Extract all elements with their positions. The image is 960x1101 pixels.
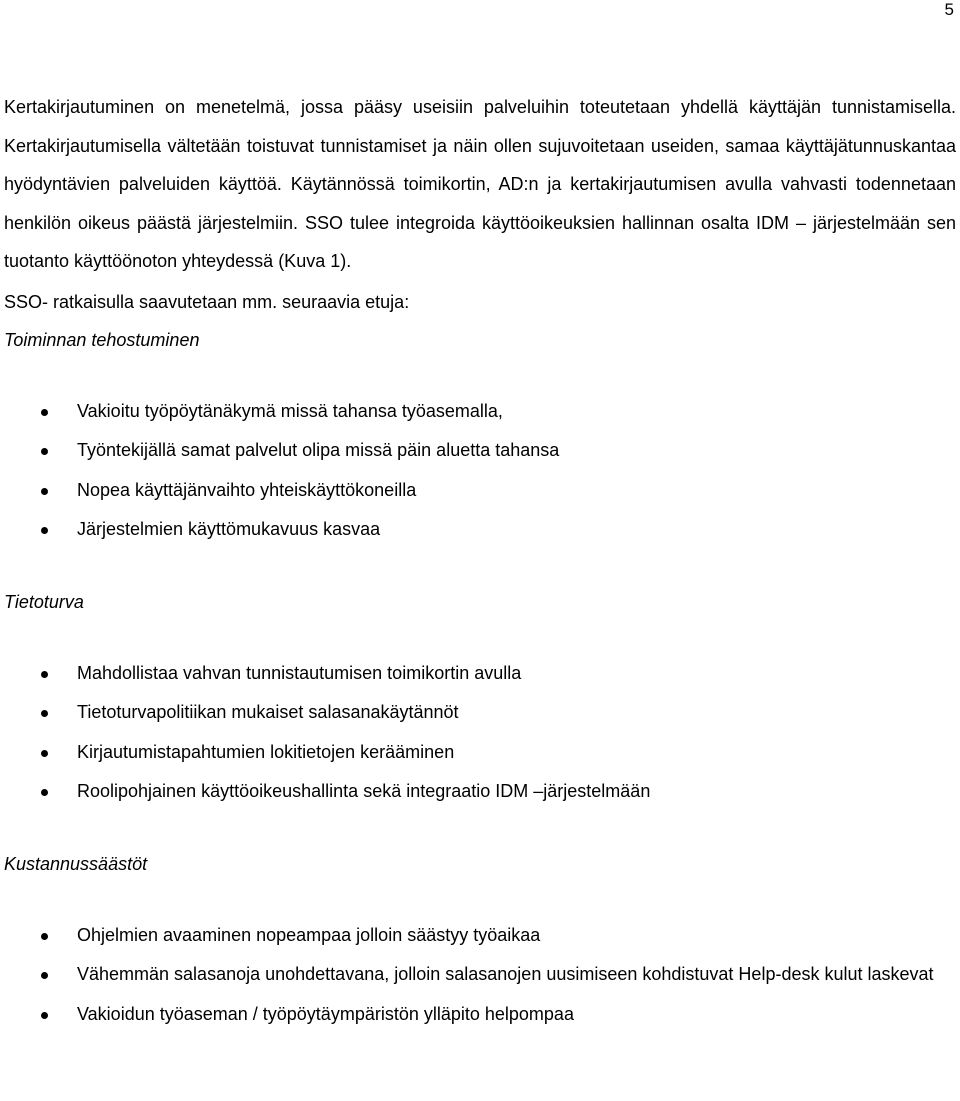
- list-item: [4, 693, 956, 733]
- bullet-icon: [41, 710, 48, 717]
- bullet-icon: [41, 1012, 48, 1019]
- list-item: [4, 392, 956, 432]
- list-item: [4, 995, 956, 1035]
- bullet-icon: [41, 750, 48, 757]
- section-heading-efficiency: Toiminnan tehostuminen: [4, 329, 200, 350]
- list-item-text: Vakioidun työaseman / työpöytäympäristön ylläpito helpompaa: [77, 1003, 574, 1024]
- list-item: [4, 955, 956, 995]
- list-item-text: Vakioitu työpöytänäkymä missä tahansa työasemalla,: [77, 400, 503, 421]
- bullet-icon: [41, 488, 48, 495]
- body-paragraph: Kertakirjautuminen on menetelmä, jossa pääsy useisiin palveluihin toteutetaan yhdellä käyttäjän tunnistamisella. Kertakirjautumisella vältetään toistuvat tunnistamiset ja näin ollen sujuvoitetaan useiden, samaa käyttäjätunnuskantaa hyödyntävien palveluiden käyttöä. Käytännössä toimikortin, AD:n ja kertakirjautumisen avulla vahvasti todennetaan henkilön oikeus päästä järjestelmiin. SSO tulee integroida käyttöoikeuksien hallinnan osalta IDM – järjestelmään sen tuotanto käyttöönoton yhteydessä (Kuva 1).: [4, 97, 956, 271]
- benefits-intro: SSO- ratkaisulla saavutetaan mm. seuraavia etuja:: [4, 291, 410, 312]
- efficiency-list: [4, 392, 956, 550]
- section-heading-security: Tietoturva: [4, 591, 84, 612]
- bullet-icon: [41, 789, 48, 796]
- document-body: [4, 88, 956, 1034]
- list-item: [4, 431, 956, 471]
- list-item-text: Työntekijällä samat palvelut olipa missä päin aluetta tahansa: [77, 440, 560, 460]
- list-item: [4, 772, 956, 812]
- list-item-text: Nopea käyttäjänvaihto yhteiskäyttökoneilla: [77, 479, 417, 500]
- list-item-text: Kirjautumistapahtumien lokitietojen kerääminen: [77, 741, 455, 762]
- list-item-text: Roolipohjainen käyttöoikeushallinta sekä integraatio IDM –järjestelmään: [77, 781, 651, 801]
- list-item-text: Ohjelmien avaaminen nopeampaa jolloin säästyy työaikaa: [77, 924, 541, 945]
- bullet-icon: [41, 972, 48, 979]
- bullet-icon: [41, 448, 48, 455]
- list-item-text: Järjestelmien käyttömukavuus kasvaa: [77, 519, 381, 539]
- page-number: 5: [944, 0, 954, 19]
- section-heading-cost-savings: Kustannussäästöt: [4, 853, 148, 874]
- list-item-text: Mahdollistaa vahvan tunnistautumisen toimikortin avulla: [77, 662, 522, 683]
- list-item-text: Tietoturvapolitiikan mukaiset salasanakäytännöt: [77, 702, 459, 722]
- list-item-text: Vähemmän salasanoja unohdettavana, jolloin salasanojen uusimiseen kohdistuvat Help-desk kulut laskevat: [77, 964, 934, 984]
- list-item: [4, 654, 956, 694]
- cost-savings-list: [4, 916, 956, 1035]
- bullet-icon: [41, 527, 48, 534]
- bullet-icon: [41, 409, 48, 416]
- list-item: [4, 733, 956, 773]
- bullet-icon: [41, 671, 48, 678]
- list-item: [4, 471, 956, 511]
- list-item: [4, 510, 956, 550]
- bullet-icon: [41, 933, 48, 940]
- list-item: [4, 916, 956, 956]
- security-list: [4, 654, 956, 812]
